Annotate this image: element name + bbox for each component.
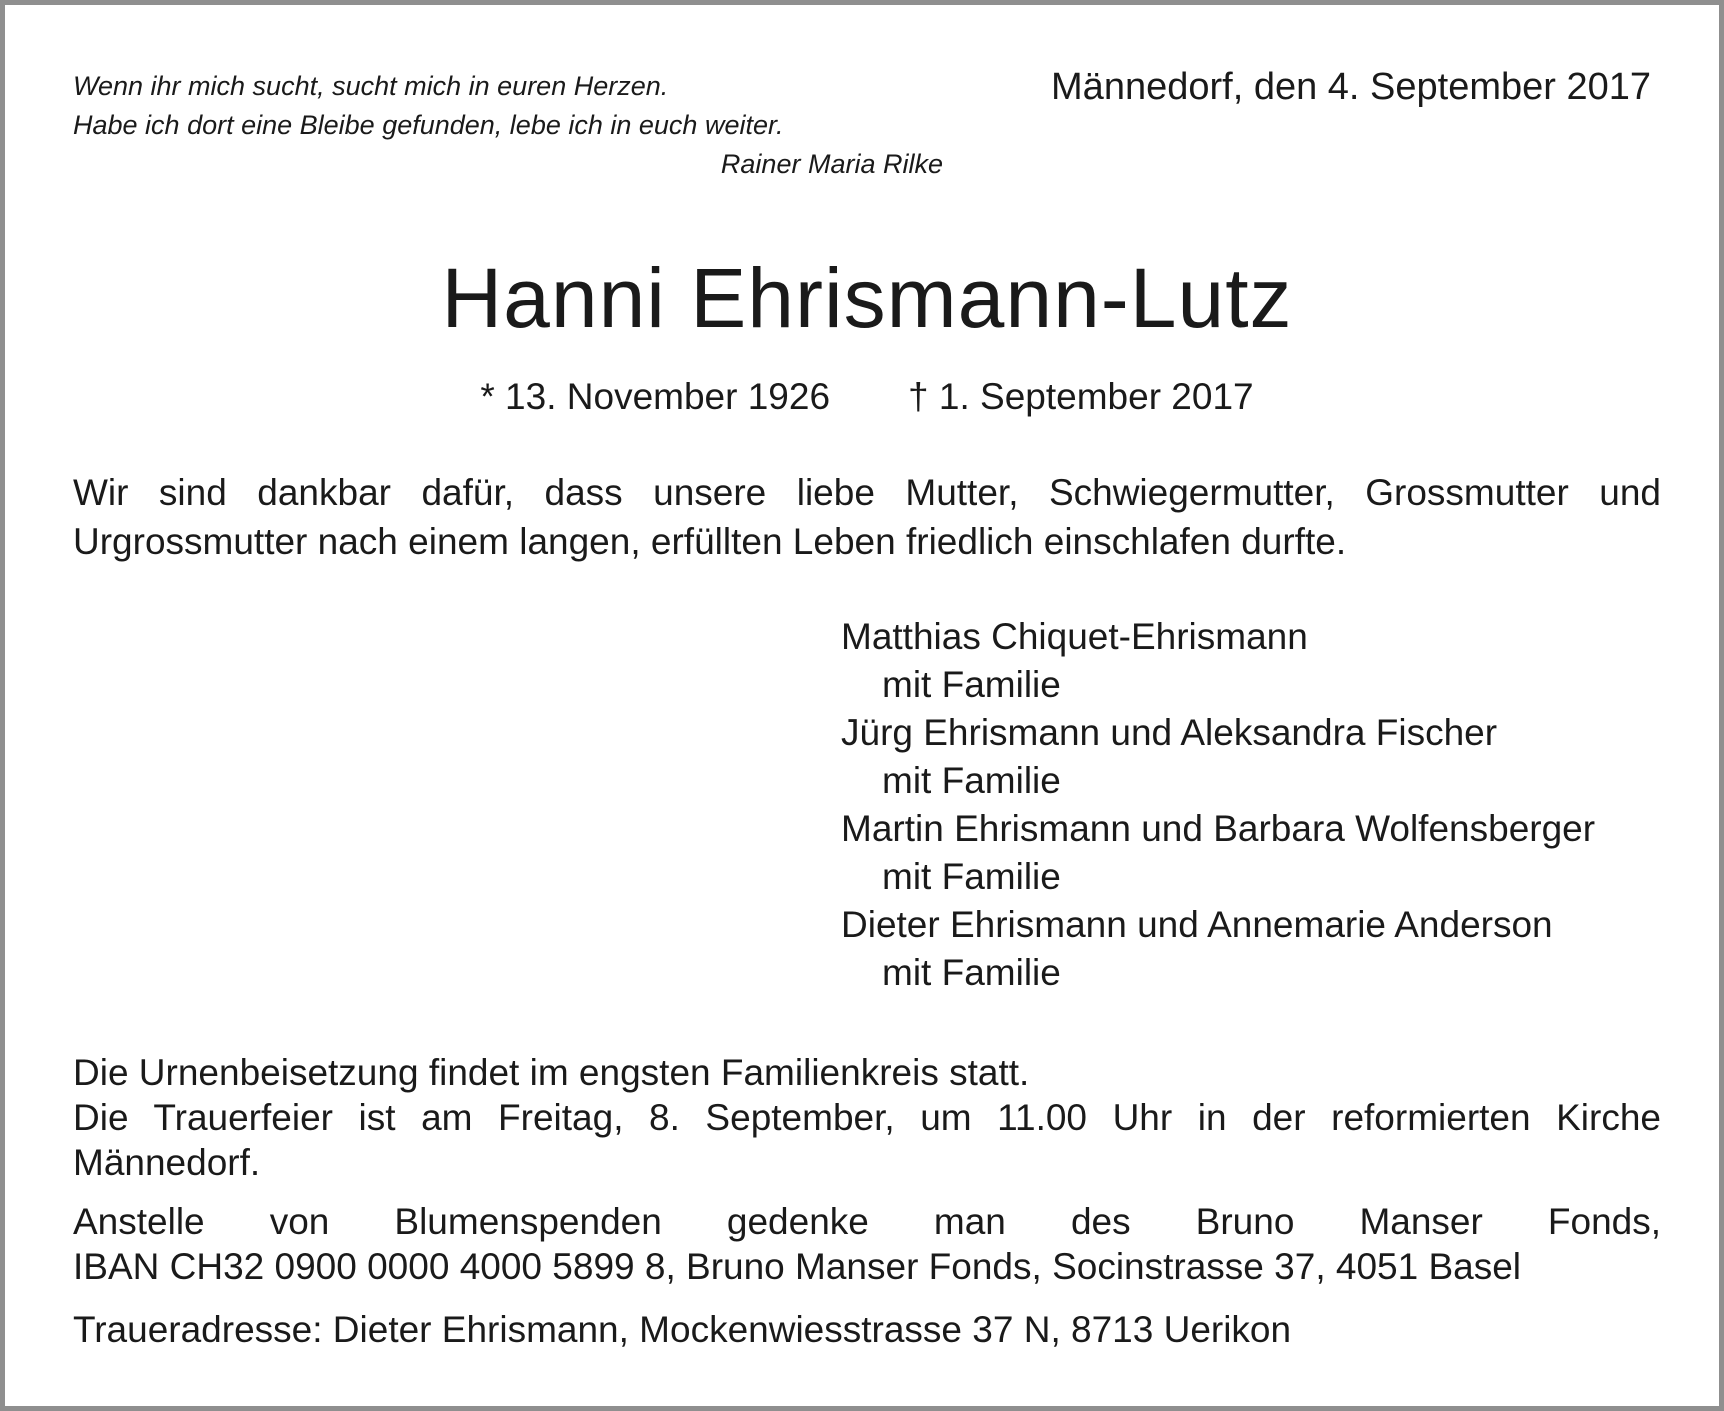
mourner-name: Matthias Chiquet-Ehrismann [841, 616, 1308, 657]
donation-line: Anstelle von Blumenspenden gedenke man des Bruno Manser Fonds, [73, 1201, 1661, 1242]
donation-info [73, 1199, 1661, 1289]
life-dates [5, 375, 1724, 419]
quote-line: Wenn ihr mich sucht, sucht mich in euren Herzen. [73, 71, 669, 101]
birth-date: * 13. November 1926 [480, 376, 831, 417]
rilke-quote [73, 67, 943, 184]
mourner-family: mit Familie [882, 760, 1061, 801]
death-date: † 1. September 2017 [908, 376, 1254, 417]
quote-author: Rainer Maria Rilke [720, 149, 943, 179]
mourner-family: mit Familie [882, 952, 1061, 993]
mourner-name: Martin Ehrismann und Barbara Wolfensberger [841, 808, 1596, 849]
ceremony-line: Männedorf. [73, 1142, 261, 1183]
mourner-name: Jürg Ehrismann und Aleksandra Fischer [841, 712, 1498, 753]
mourner-name: Dieter Ehrismann und Annemarie Anderson [841, 904, 1553, 945]
quote-line: Habe ich dort eine Bleibe gefunden, lebe ich in euch weiter. [73, 110, 784, 140]
mourner-family: mit Familie [882, 664, 1061, 705]
mourner-family: mit Familie [882, 856, 1061, 897]
address-line: Traueradresse: Dieter Ehrismann, Mockenwiesstrasse 37 N, 8713 Uerikon [73, 1309, 1292, 1350]
ceremony-line: Die Urnenbeisetzung findet im engsten Familienkreis statt. [73, 1052, 1030, 1093]
donation-line: IBAN CH32 0900 0000 4000 5899 8, Bruno Manser Fonds, Socinstrasse 37, 4051 Basel [73, 1246, 1522, 1287]
ceremony-line: Die Trauerfeier ist am Freitag, 8. September, um 11.00 Uhr in der reformierten Kirche [73, 1097, 1661, 1138]
message-line: Wir sind dankbar dafür, dass unsere liebe Mutter, Schwiegermutter, Grossmutter und [73, 472, 1661, 513]
mourners-list [841, 613, 1671, 997]
ceremony-info [73, 1050, 1661, 1185]
deceased-name: Hanni Ehrismann-Lutz [441, 251, 1293, 345]
message-line: Urgrossmutter nach einem langen, erfüllten Leben friedlich einschlafen durfte. [73, 521, 1347, 562]
place-and-date: Männedorf, den 4. September 2017 [1051, 66, 1651, 108]
gratitude-message [73, 468, 1661, 566]
mourning-address [73, 1307, 1661, 1352]
